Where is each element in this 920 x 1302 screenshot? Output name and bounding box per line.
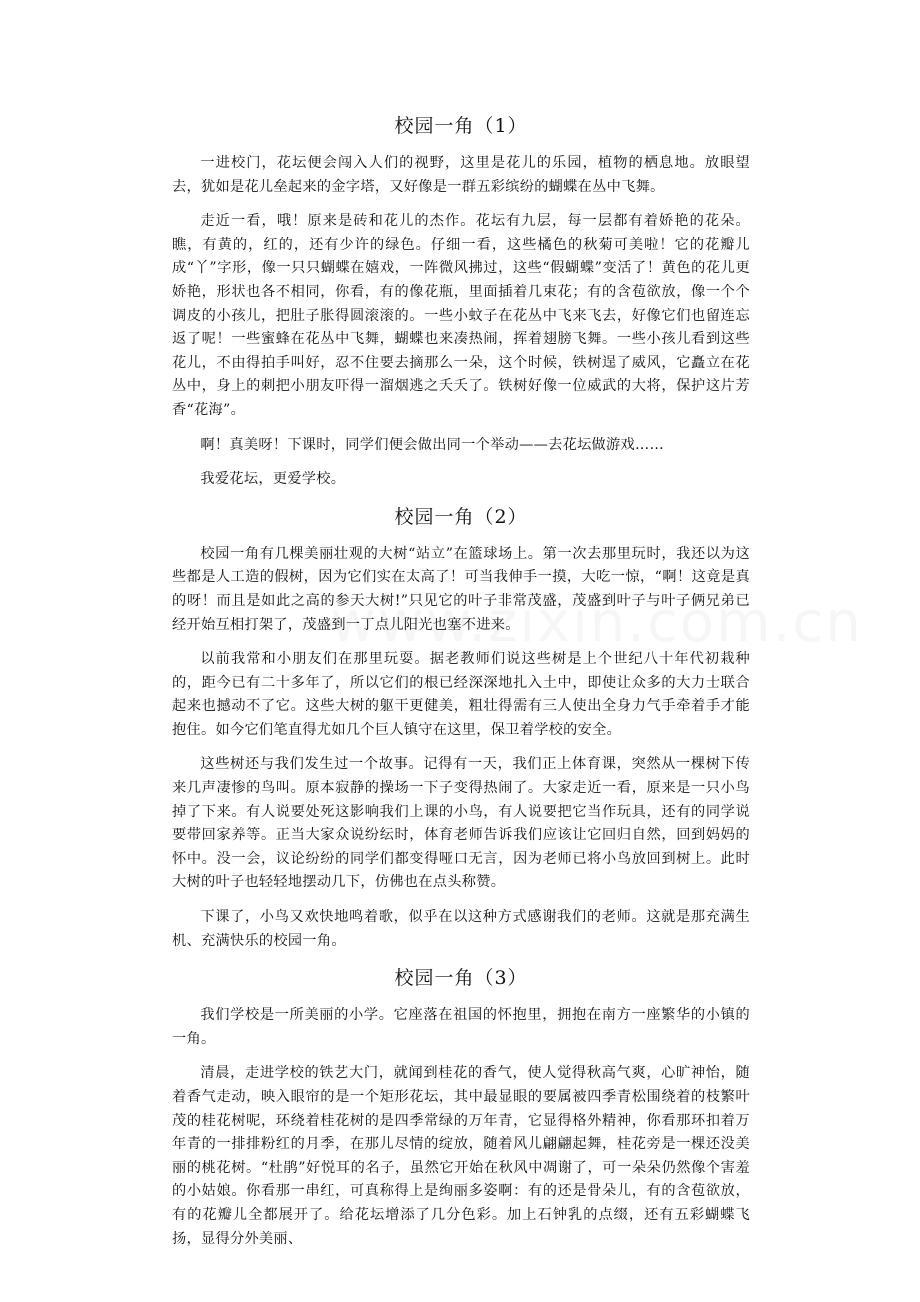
paragraph: 校园一角有几棵美丽壮观的大树“站立”在篮球场上。第一次去那里玩时，我还以为这些都是人工造的假树，因为它们实在太高了！可当我伸手一摸，大吃一惊，“啊！这竟是真的呀！而且是如此之高的参天大树!”只见它的叶子非常茂盛，茂盛到叶子与叶子俩兄弟已经开始互相打架了，茂盛到一丁点儿阳光也塞不进来。 xyxy=(172,545,750,633)
section-3 xyxy=(172,964,750,1251)
paragraph: 我爱花坛，更爱学校。 xyxy=(200,471,346,488)
section-title: 校园一角（2） xyxy=(394,505,528,528)
paragraph: 我们学校是一所美丽的小学。它座落在祖国的怀抱里，拥抱在南方一座繁华的小镇的一角。 xyxy=(172,1007,750,1047)
paragraph: 走近一看，哦！原来是砖和花儿的杰作。花坛有九层，每一层都有着娇艳的花朵。瞧，有黄的，红的，还有少许的绿色。仔细一看，这些橘色的秋菊可美啦！它的花瓣儿成“丫”字形，像一只只蝴蝶在嬉戏，一阵微风拂过，这些“假蝴蝶”变活了！黄色的花儿更娇艳，形状也各不相同，你看，有的像花瓶，里面插着几束花；有的含苞欲放，像一个个调皮的小孩儿，把肚子胀得圆滚滚的。一些小蚊子在花丛中飞来飞去，好像它们也留连忘返了呢！一些蜜蜂在花丛中飞舞，蝴蝶也来凑热闹，挥着翅膀飞舞。一些小孩儿看到这些花儿，不由得拍手叫好，忍不住要去摘那么一朵，这个时候，铁树逞了威风，它矗立在花丛中，身上的刺把小朋友吓得一溜烟逃之夭夭了。铁树好像一位威武的大将，保护这片芳香“花海”。 xyxy=(172,213,750,418)
document-body xyxy=(172,112,750,1262)
section-title: 校园一角（1） xyxy=(394,115,528,137)
paragraph: 啊！真美呀！下课时，同学们便会做出同一个举动——去花坛做游戏…… xyxy=(200,436,664,453)
paragraph: 以前我常和小朋友们在那里玩耍。据老教师们说这些树是上个世纪八十年代初栽种的，距今已有二十多年了，所以它们的根已经深深地扎入土中，即使让众多的大力士联合起来也撼动不了它。这些大树的躯干更健美，粗壮得需有三人使出全身力气手牵着手才能抱住。如今它们笔直得尤如几个巨人镇守在这里，保卫着学校的安全。 xyxy=(172,651,750,738)
paragraph: 一进校门，花坛便会闯入人们的视野，这里是花儿的乐园，植物的栖息地。放眼望去，犹如是花儿垒起来的金字塔，又好像是一群五彩缤纷的蝴蝶在丛中飞舞。 xyxy=(172,155,750,195)
section-title: 校园一角（3） xyxy=(394,967,528,990)
paragraph: 下课了，小鸟又欢快地鸣着歌，似乎在以这种方式感谢我们的老师。这就是那充满生机、充满快乐的校园一角。 xyxy=(172,909,750,949)
section-2 xyxy=(172,503,750,954)
section-1 xyxy=(172,112,750,492)
paragraph: 这些树还与我们发生过一个故事。记得有一天，我们正上体育课，突然从一棵树下传来几声凄惨的鸟叫。原本寂静的操场一下子变得热闹了。大家走近一看，原来是一只小鸟掉了下来。有人说要处死这影响我们上课的小鸟，有人说要把它当作玩具，还有的同学说要带回家养等。正当大家众说纷纭时，体育老师告诉我们应该让它回归自然，回到妈妈的怀中。没一会，议论纷纷的同学们都变得哑口无言，因为老师已将小鸟放回到树上。此时大树的叶子也轻轻地摆动几下，仿佛也在点头称赞。 xyxy=(172,756,750,891)
paragraph: 清晨，走进学校的铁艺大门，就闻到桂花的香气，使人觉得秋高气爽，心旷神怡，随着香气走动，映入眼帘的是一个矩形花坛，其中最显眼的要属被四季青松围绕着的枝繁叶茂的桂花树呢，环绕着桂花树的是四季常绿的万年青，它显得格外精神，你看那环扣着万年青的一排排粉红的月季，在那儿尽情的绽放，随着风儿翩翩起舞，桂花旁是一棵还没美丽的桃花树。“杜鹃”好悦耳的名子，虽然它开始在秋风中凋谢了，可一朵朵仍然像个害羞的小姑娘。你看那一串红，可真称得上是绚丽多姿啊：有的还是骨朵儿，有的含苞欲放，有的花瓣儿全都展开了。给花坛增添了几分色彩。加上石钟乳的点缀，还有五彩蝴蝶飞扬，显得分外美丽、 xyxy=(172,1065,750,1247)
